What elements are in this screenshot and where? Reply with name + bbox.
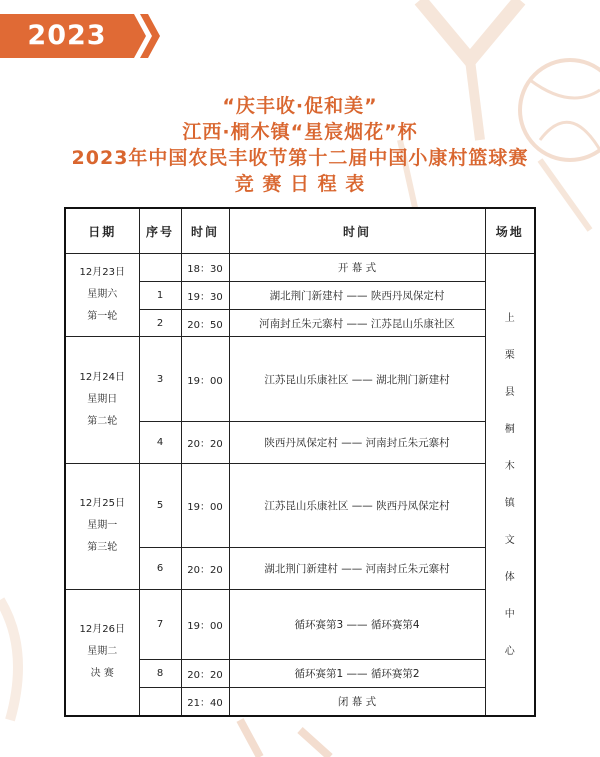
day-round: 第二轮 — [87, 415, 118, 427]
year-label: 2023 — [27, 20, 107, 51]
day-cell — [65, 254, 139, 337]
match-cell: 河南封丘朱元寨村 —— 江苏昆山乐康社区 — [229, 309, 485, 337]
time-cell: 21：40 — [181, 687, 229, 716]
match-cell: 循环赛第3 —— 循环赛第4 — [229, 589, 485, 659]
event-title: 2023年中国农民丰收节第十二届中国小康村篮球赛 — [71, 147, 529, 169]
match-cell: 循环赛第1 —— 循环赛第2 — [229, 660, 485, 688]
time-cell: 20：20 — [181, 660, 229, 688]
table-row — [65, 337, 535, 421]
day-round: 第三轮 — [87, 542, 118, 554]
time-cell: 19：00 — [181, 337, 229, 421]
seq-cell: 5 — [139, 463, 181, 547]
day-cell — [65, 589, 139, 716]
time-cell: 19：00 — [181, 589, 229, 659]
day-date: 12月24日 — [79, 371, 125, 383]
venue-char: 中 — [504, 608, 515, 620]
day-round: 决 赛 — [90, 668, 114, 680]
time-cell: 20：50 — [181, 309, 229, 337]
seq-cell: 1 — [139, 281, 181, 309]
venue-char: 上 — [504, 312, 515, 324]
cup-title: 江西·桐木镇“星宸烟花”杯 — [182, 121, 418, 143]
schedule-title: 竞 赛 日 程 表 — [234, 173, 366, 195]
table-row — [65, 589, 535, 659]
match-cell: 湖北荆门新建村 —— 河南封丘朱元寨村 — [229, 547, 485, 589]
seq-cell: 8 — [139, 660, 181, 688]
seq-cell: 7 — [139, 589, 181, 659]
time-cell: 19：30 — [181, 281, 229, 309]
table-row — [65, 254, 535, 282]
header-seq: 序号 — [139, 208, 181, 254]
match-cell: 湖北荆门新建村 —— 陕西丹凤保定村 — [229, 281, 485, 309]
day-weekday: 星期日 — [87, 393, 118, 405]
day-date: 12月26日 — [79, 624, 125, 636]
seq-cell — [139, 687, 181, 716]
day-cell — [65, 337, 139, 463]
venue-char: 木 — [504, 460, 515, 472]
match-cell: 江苏昆山乐康社区 —— 湖北荆门新建村 — [229, 337, 485, 421]
header-time: 时间 — [181, 208, 229, 254]
time-cell: 18：30 — [181, 254, 229, 282]
time-cell: 20：20 — [181, 421, 229, 463]
day-round: 第一轮 — [87, 311, 118, 323]
day-weekday: 星期一 — [87, 520, 118, 532]
match-cell: 闭 幕 式 — [229, 687, 485, 716]
seq-cell — [139, 254, 181, 282]
day-weekday: 星期二 — [87, 646, 118, 658]
venue-char: 文 — [504, 534, 515, 546]
venue-char: 栗 — [504, 349, 515, 361]
header-venue: 场地 — [485, 208, 535, 254]
venue-cell — [485, 254, 535, 717]
venue-char: 桐 — [504, 423, 515, 435]
table-row — [65, 463, 535, 547]
match-cell: 陕西丹凤保定村 —— 河南封丘朱元寨村 — [229, 421, 485, 463]
header-date: 日期 — [65, 208, 139, 254]
day-cell — [65, 463, 139, 589]
seq-cell: 3 — [139, 337, 181, 421]
venue-char: 体 — [504, 571, 515, 583]
time-cell: 20：20 — [181, 547, 229, 589]
time-cell: 19：00 — [181, 463, 229, 547]
header-match: 时间 — [229, 208, 485, 254]
schedule-table — [64, 207, 536, 717]
title-block — [0, 93, 600, 197]
day-date: 12月23日 — [79, 267, 125, 279]
slogan-title: “庆丰收·促和美” — [222, 95, 378, 117]
match-cell: 江苏昆山乐康社区 —— 陕西丹凤保定村 — [229, 463, 485, 547]
day-weekday: 星期六 — [87, 289, 118, 301]
seq-cell: 2 — [139, 309, 181, 337]
table-header-row — [65, 208, 535, 254]
seq-cell: 6 — [139, 547, 181, 589]
day-date: 12月25日 — [79, 498, 125, 510]
venue-char: 县 — [504, 386, 515, 398]
match-cell: 开 幕 式 — [229, 254, 485, 282]
venue-char: 心 — [504, 645, 515, 657]
seq-cell: 4 — [139, 421, 181, 463]
venue-char: 镇 — [504, 497, 515, 509]
